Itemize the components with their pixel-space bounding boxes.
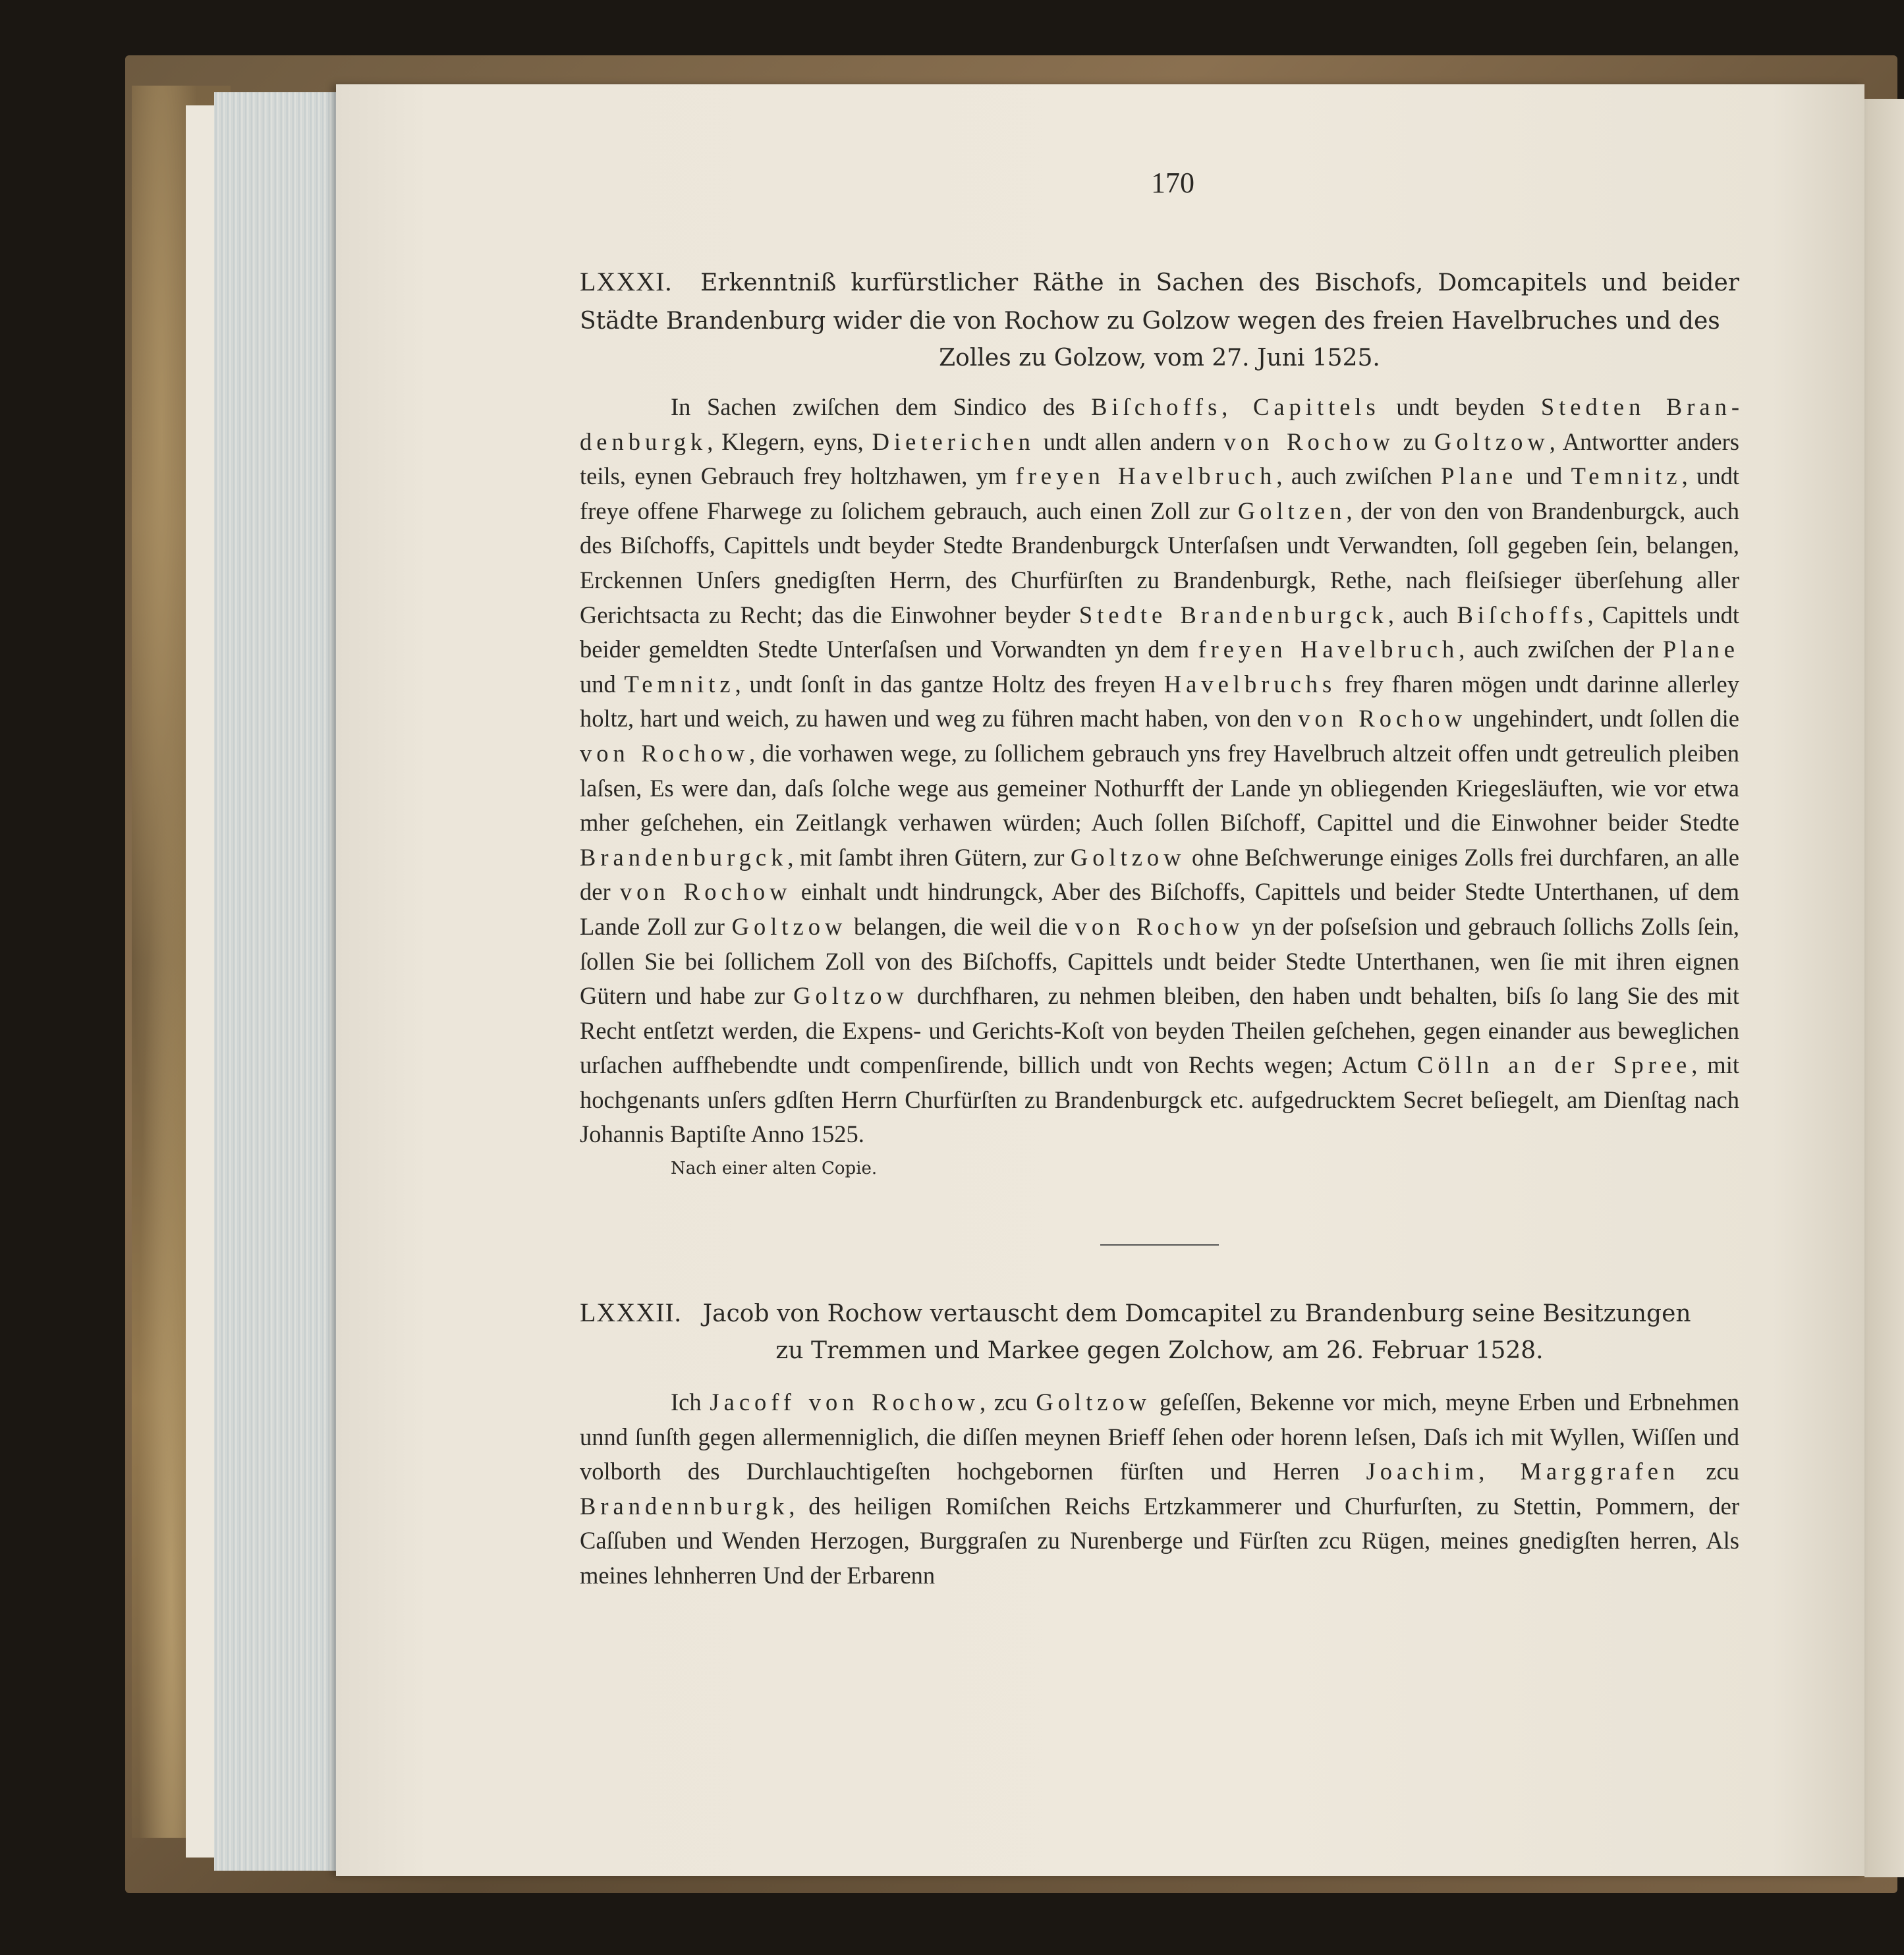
left-page-strip bbox=[186, 105, 215, 1858]
section-divider bbox=[1100, 1244, 1219, 1246]
document-number-2: LXXXII. bbox=[580, 1298, 682, 1328]
document-title-2: Jacob von Rochow vertauscht dem Domcapitel zu Brandenburg seine Besitzungen bbox=[702, 1300, 1691, 1328]
document-heading-1 bbox=[580, 263, 1739, 377]
document-body-2: Ich Jacoff von Rochow, zcu Goltzow geſeſſen, Bekenne vor mich, meyne Erben und Erbnehmen unnd ſunſth gegen allermenniglich, die diſſen meynen Brieff ſehen oder horenn leſsen, Daſs ich mit Wyllen, Wiſſen und volborth des Durchlauchtigeſten hochgebornen fürſten und Herren Joachim, Marggrafen zcu Brandennburgk, des heiligen Romiſchen Reichs Ertzkammerer und Churfurſten, zu Stettin, Pommern, der Caſſuben und Wenden Herzogen, Burggraſen zu Nurenberge und Fürſten zcu Rügen, meines gnedigſten herren, Als meines lehnherren Und der Erbarenn bbox=[580, 1389, 1740, 1589]
page-content bbox=[580, 163, 1739, 1593]
document-title-1: Erkenntniß kurfürstlicher Räthe in Sachen des Bischofs, Domcapitels und beider Städte Brandenburg wider die von Rochow zu Golzow wegen des freien Havelbruches und des bbox=[580, 269, 1739, 335]
page-number: 170 bbox=[1151, 167, 1194, 199]
page-edges bbox=[214, 92, 346, 1871]
next-page-edge bbox=[1864, 99, 1904, 1877]
document-title-1-end: Zolles zu Golzow, vom 27. Juni 1525. bbox=[939, 344, 1380, 372]
source-note: Nach einer alten Copie. bbox=[671, 1159, 878, 1179]
document-title-2-end: zu Tremmen und Markee gegen Zolchow, am 26. Februar 1528. bbox=[775, 1337, 1544, 1365]
document-heading-2 bbox=[580, 1294, 1739, 1369]
document-number-1: LXXXI. bbox=[580, 267, 673, 296]
book-page bbox=[336, 84, 1864, 1876]
document-body-1: In Sachen zwiſchen dem Sindico des Biſchoffs, Capittels undt beyden Stedten Brandenburgk, Klegern, eyns, Dieterichen undt allen andern von Rochow zu Goltzow, Antwortter anders teils, eynen Gebrauch frey holtzhawen, ym freyen Havelbruch, auch zwiſchen Plane und Temnitz, undt freye offene Fharwege zu ſolichem gebrauch, auch einen Zoll zur Goltzen, der von den von Brandenburgck, auch des Biſchoffs, Capittels undt beyder Stedte Brandenburgck Unterſaſsen undt Verwandten, ſoll gegeben ſein, belangen, Erckennen Unſers gnedigſten Herrn, des Churfürſten zu Brandenburgk, Rethe, nach fleiſsieger überſehung aller Gerichtsacta zu Recht; das die Einwohner beyder Stedte Brandenburgck, auch Biſchoffs, Capittels undt beider gemeldten Stedte Unterſaſsen und Vorwandten yn dem freyen Havelbruch, auch zwiſchen der Plane und Temnitz, undt ſonſt in das gantze Holtz des freyen Havelbruchs frey fharen mögen undt darinne allerley holtz, hart und weich, zu hawen und weg zu führen macht haben, von den von Rochow ungehindert, undt ſollen die von Rochow, die vorhawen wege, zu ſollichem gebrauch yns frey Havelbruch altzeit offen undt getreulich pleiben laſsen, Es were dan, daſs ſolche wege aus gemeiner Nothurfft der Lande yn obliegenden Kriegesläuften, wie vor etwa mher geſchehen, ein Zeitlangk verhawen würden; Auch ſollen Biſchoff, Capittel und die Einwohner beider Stedte Brandenburgck, mit ſambt ihren Gütern, zur Goltzow ohne Beſchwerunge einiges Zolls frei durchfaren, an alle der von Rochow einhalt undt hindrungck, Aber des Biſchoffs, Capittels und beider Stedte Unterthanen, uf dem Lande Zoll zur Goltzow belangen, die weil die von Rochow yn der poſseſsion und gebrauch ſollichs Zolls ſein, ſollen Sie bei ſollichem Zoll von des Biſchoffs, Capittels undt beider Stedte Unterthanen, wen ſie mit ihren eignen Gütern und habe zur Goltzow durchfharen, zu nehmen bleiben, den haben undt behalten, biſs ſo lang Sie des mit Recht entſetzt werden, die Expens- und Gerichts-Koſt von beyden Theilen geſchehen, gegen einander aus beweglichen urſachen auffhebendte undt compenſirende, billich undt von Rechts wegen; Actum Cölln an der Spree, mit hochgenants unſers gdſten Herrn Churfürſten zu Brandenburgck etc. aufgedrucktem Secret beſiegelt, am Dienſtag nach Johannis Baptiſte Anno 1525. bbox=[580, 393, 1740, 1148]
